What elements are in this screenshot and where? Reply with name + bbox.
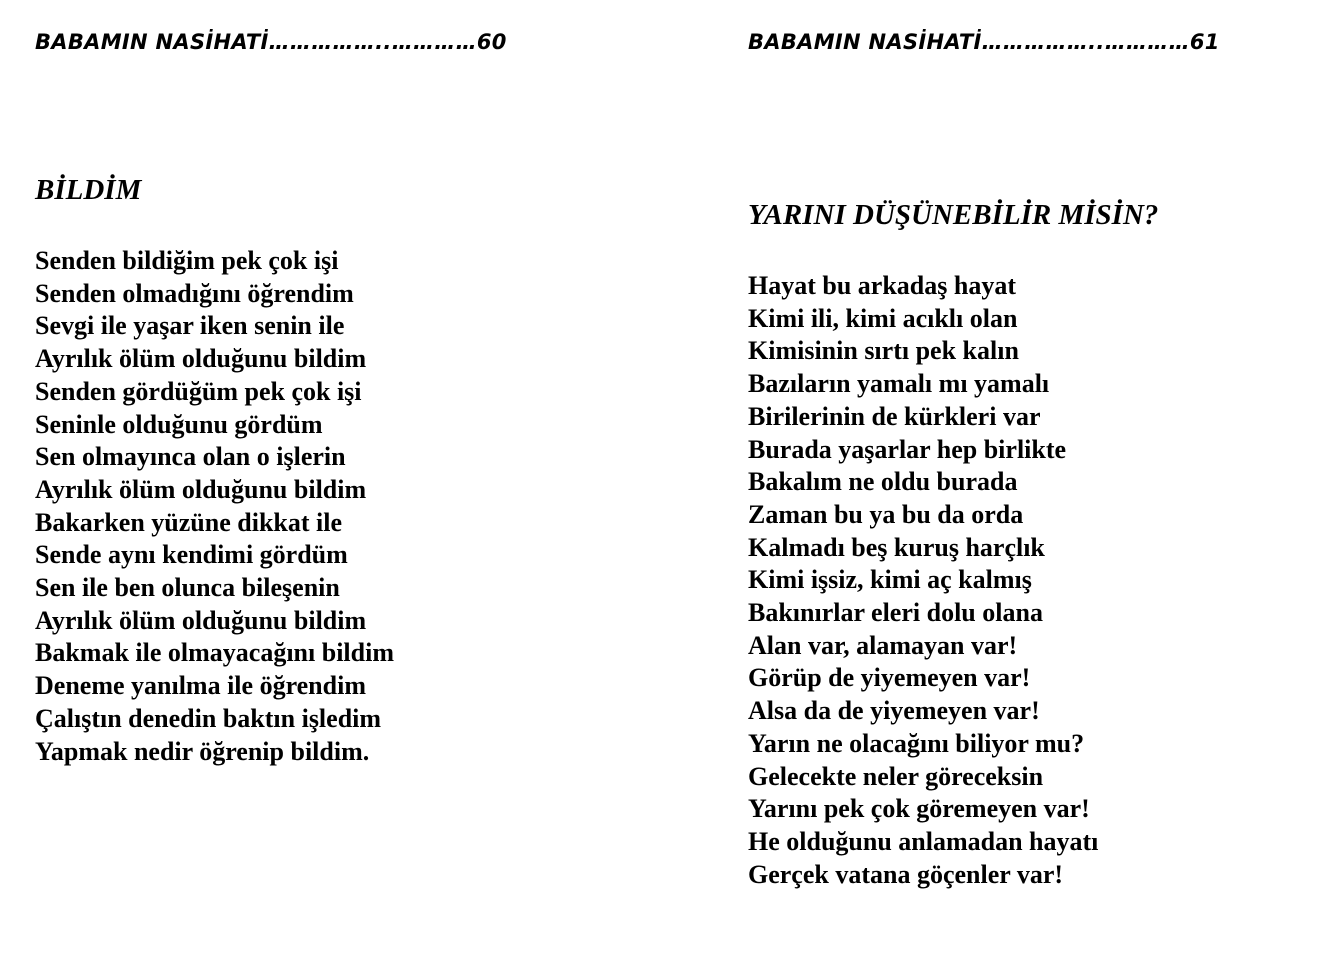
verse-line: Sen ile ben olunca bileşenin [35, 573, 340, 603]
verse-line: Bakınırlar eleri dolu olana [748, 598, 1043, 628]
verse-line: Görüp de yiyemeyen var! [748, 663, 1031, 693]
verse-line: Bakarken yüzüne dikkat ile [35, 507, 343, 537]
verse-line: Alan var, alamayan var! [748, 630, 1018, 660]
verse-line: Senden gördüğüm pek çok işi [35, 376, 362, 406]
verse-line: Yarını pek çok göremeyen var! [748, 794, 1090, 824]
poem-title: YARINI DÜŞÜNEBİLİR MİSİN? [748, 199, 1159, 231]
verse-line: Hayat bu arkadaş hayat [748, 271, 1016, 300]
verse-line: He olduğunu anlamadan hayatı [748, 826, 1099, 856]
verse-line: Gelecekte neler göreceksin [748, 761, 1044, 791]
right-page [670, 0, 1341, 956]
poem-verse [35, 245, 394, 768]
verse-line: Yarın ne olacağını biliyor mu? [748, 728, 1085, 758]
verse-line: Sevgi ile yaşar iken senin ile [35, 311, 345, 341]
left-page [0, 0, 670, 956]
verse-line: Ayrılık ölüm olduğunu bildim [35, 474, 367, 504]
verse-line: Senden olmadığını öğrendim [35, 278, 354, 308]
verse-line: Seninle olduğunu gördüm [35, 409, 323, 439]
poem-title: BİLDİM [35, 174, 142, 206]
verse-line: Alsa da de yiyemeyen var! [748, 696, 1040, 726]
verse-line: Bazıların yamalı mı yamalı [748, 369, 1050, 399]
verse-line: Sende aynı kendimi gördüm [35, 540, 348, 570]
verse-line: Ayrılık ölüm olduğunu bildim [35, 344, 367, 374]
verse-line: Kimi ili, kimi acıklı olan [748, 303, 1018, 333]
poem-verse [748, 270, 1098, 891]
verse-line: Yapmak nedir öğrenip bildim. [35, 736, 370, 766]
running-header: BABAMIN NASİHATİ……………..…………60 [35, 30, 507, 54]
verse-line: Gerçek vatana göçenler var! [748, 859, 1064, 889]
verse-line: Kimi işsiz, kimi aç kalmış [748, 565, 1032, 595]
verse-line: Ayrılık ölüm olduğunu bildim [35, 605, 367, 635]
running-header: BABAMIN NASİHATİ……………..…………61 [748, 30, 1220, 54]
verse-line: Burada yaşarlar hep birlikte [748, 434, 1067, 464]
verse-line: Zaman bu ya bu da orda [748, 499, 1024, 529]
verse-line: Sen olmayınca olan o işlerin [35, 442, 346, 472]
verse-line: Kalmadı beş kuruş harçlık [748, 532, 1045, 562]
verse-line: Kimisinin sırtı pek kalın [748, 336, 1019, 366]
verse-line: Senden bildiğim pek çok işi [35, 246, 339, 275]
verse-line: Deneme yanılma ile öğrendim [35, 671, 366, 701]
verse-line: Bakmak ile olmayacağını bildim [35, 638, 394, 668]
verse-line: Bakalım ne oldu burada [748, 467, 1018, 497]
verse-line: Birilerinin de kürkleri var [748, 401, 1041, 431]
verse-line: Çalıştın denedin baktın işledim [35, 703, 382, 733]
